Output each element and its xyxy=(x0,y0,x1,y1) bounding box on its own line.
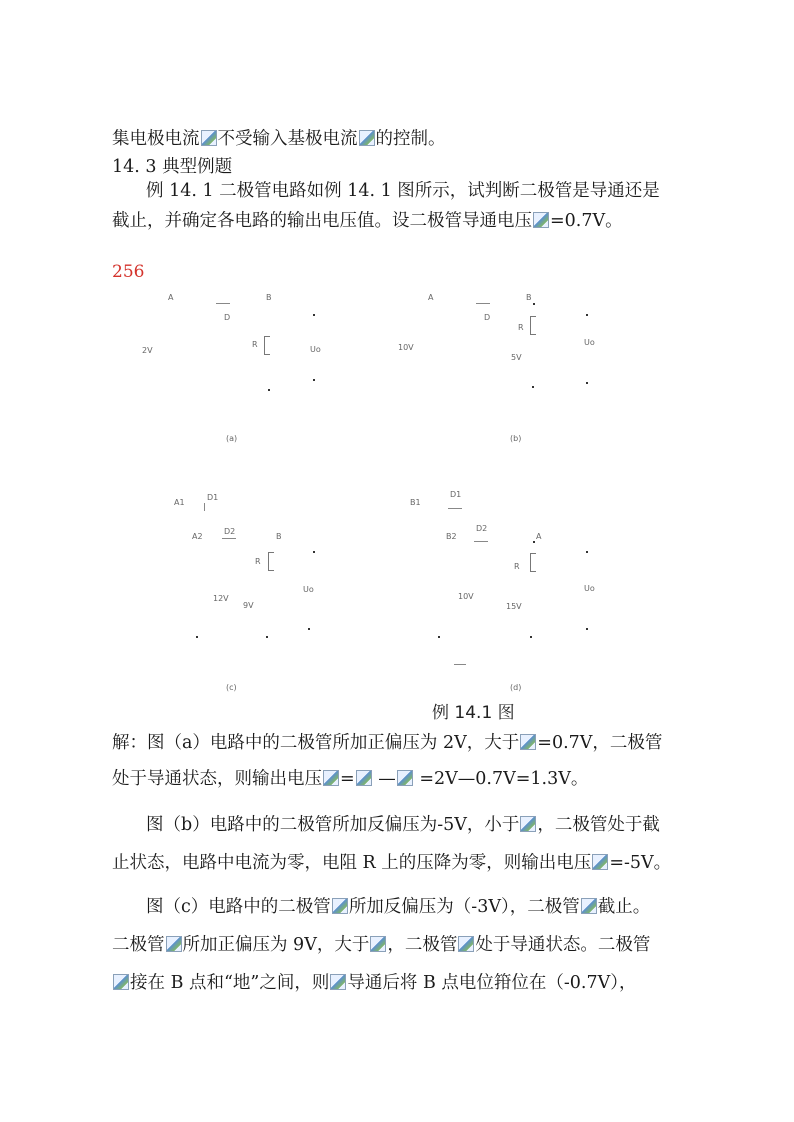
image-placeholder-icon xyxy=(166,936,182,952)
paragraph-c-line-3: 接在 B 点和“地”之间，则 导通后将 B 点电位箝位在（-0.7V）， xyxy=(112,972,637,994)
page-number: 256 xyxy=(112,262,145,282)
image-placeholder-icon xyxy=(113,974,129,990)
node-b-3 xyxy=(586,382,588,384)
label-b-V2: 5V xyxy=(511,353,522,362)
label-c-D2: D2 xyxy=(224,527,236,536)
node-d-3 xyxy=(586,628,588,630)
image-placeholder-icon xyxy=(332,898,348,914)
diode-d1 xyxy=(448,508,462,509)
solution-line-1: 解：图（a）电路中的二极管所加正偏压为 2V，大于 =0.7V，二极管 xyxy=(112,733,663,753)
node-a-2 xyxy=(313,379,315,381)
caption-b: (b) xyxy=(510,434,522,443)
paragraph-c-line-2: 二极管 所加正偏压为 9V，大于 ，二极管 处于导通状态。二极管 xyxy=(112,935,651,955)
image-placeholder-icon xyxy=(330,974,346,990)
example-line-1: 例 14. 1 二极管电路如例 14. 1 图所示，试判断二极管是导通还是 xyxy=(146,181,660,201)
text-line-1: 集电极电流 不受输入基极电流 的控制。 xyxy=(112,129,446,149)
diode-b xyxy=(476,303,490,304)
paragraph-b-line-2: 止状态，电路中电流为零，电阻 R 上的压降为零，则输出电压 =-5V。 xyxy=(112,853,672,873)
diode-a xyxy=(216,303,230,304)
node-b-2 xyxy=(586,314,588,316)
example-line-2: 截止，并确定各电路的输出电压值。设二极管导通电压 =0.7V。 xyxy=(112,211,623,231)
label-c-B: B xyxy=(276,532,282,541)
image-placeholder-icon xyxy=(397,770,413,786)
section-heading: 14. 3 典型例题 xyxy=(112,157,233,177)
label-c-D1: D1 xyxy=(207,493,219,502)
caption-a: (a) xyxy=(226,434,238,443)
diode-d2 xyxy=(474,541,488,542)
label-b-D: D xyxy=(484,313,491,322)
solution-line-2: 处于导通状态，则输出电压 = — =2V—0.7V=1.3V。 xyxy=(112,769,589,789)
image-placeholder-icon xyxy=(592,854,608,870)
label-d-Uo: Uo xyxy=(584,584,595,593)
label-d-D1: D1 xyxy=(450,490,462,499)
label-c-A1: A1 xyxy=(174,498,185,507)
label-c-V2: 9V xyxy=(243,601,254,610)
resistor-b xyxy=(530,316,536,335)
resistor-a xyxy=(264,336,270,355)
label-c-R: R xyxy=(255,557,261,566)
caption-d: (d) xyxy=(510,683,522,692)
diode-c2 xyxy=(222,538,236,539)
label-d-V1: 10V xyxy=(458,592,474,601)
image-placeholder-icon xyxy=(323,770,339,786)
resistor-d xyxy=(530,553,536,572)
node-b-1 xyxy=(533,303,535,305)
label-b-V1: 10V xyxy=(398,343,414,352)
node-a-3 xyxy=(268,389,270,391)
image-placeholder-icon xyxy=(520,816,536,832)
label-a-V: 2V xyxy=(142,346,153,355)
label-a-Uo: Uo xyxy=(310,345,321,354)
node-a-1 xyxy=(313,314,315,316)
caption-c: (c) xyxy=(226,683,237,692)
paragraph-c-line-1: 图（c）电路中的二极管 所加反偏压为（-3V），二极管 截止。 xyxy=(146,897,651,917)
label-c-Uo: Uo xyxy=(303,585,314,594)
paragraph-b-line-1: 图（b）电路中的二极管所加反偏压为-5V，小于 ，二极管处于截 xyxy=(146,815,660,835)
label-b-B: B xyxy=(526,293,532,302)
ground-d xyxy=(454,664,466,665)
diode-c1 xyxy=(204,503,205,511)
label-b-Uo: Uo xyxy=(584,338,595,347)
label-a-B: B xyxy=(266,293,272,302)
image-placeholder-icon xyxy=(458,936,474,952)
node-c-2 xyxy=(308,628,310,630)
resistor-c xyxy=(268,552,274,571)
image-placeholder-icon xyxy=(581,898,597,914)
label-c-V1: 12V xyxy=(213,594,229,603)
image-placeholder-icon xyxy=(520,734,536,750)
label-a-R: R xyxy=(252,340,258,349)
node-d-2 xyxy=(586,551,588,553)
label-d-A: A xyxy=(536,532,542,541)
label-d-D2: D2 xyxy=(476,524,488,533)
node-c-3 xyxy=(196,636,198,638)
image-placeholder-icon xyxy=(356,770,372,786)
label-b-R: R xyxy=(518,323,524,332)
label-a-D: D xyxy=(224,313,231,322)
node-d-4 xyxy=(438,636,440,638)
node-c-4 xyxy=(266,636,268,638)
label-d-V2: 15V xyxy=(506,602,522,611)
label-d-R: R xyxy=(514,562,520,571)
node-d-5 xyxy=(530,636,532,638)
label-a-A: A xyxy=(168,293,174,302)
node-d-1 xyxy=(533,541,535,543)
label-b-A: A xyxy=(428,293,434,302)
label-c-A2: A2 xyxy=(192,532,203,541)
node-c-1 xyxy=(313,551,315,553)
label-d-B1: B1 xyxy=(410,498,421,507)
node-b-4 xyxy=(532,386,534,388)
image-placeholder-icon xyxy=(370,936,386,952)
figure-caption: 例 14.1 图 xyxy=(432,703,515,723)
label-d-B2: B2 xyxy=(446,532,457,541)
